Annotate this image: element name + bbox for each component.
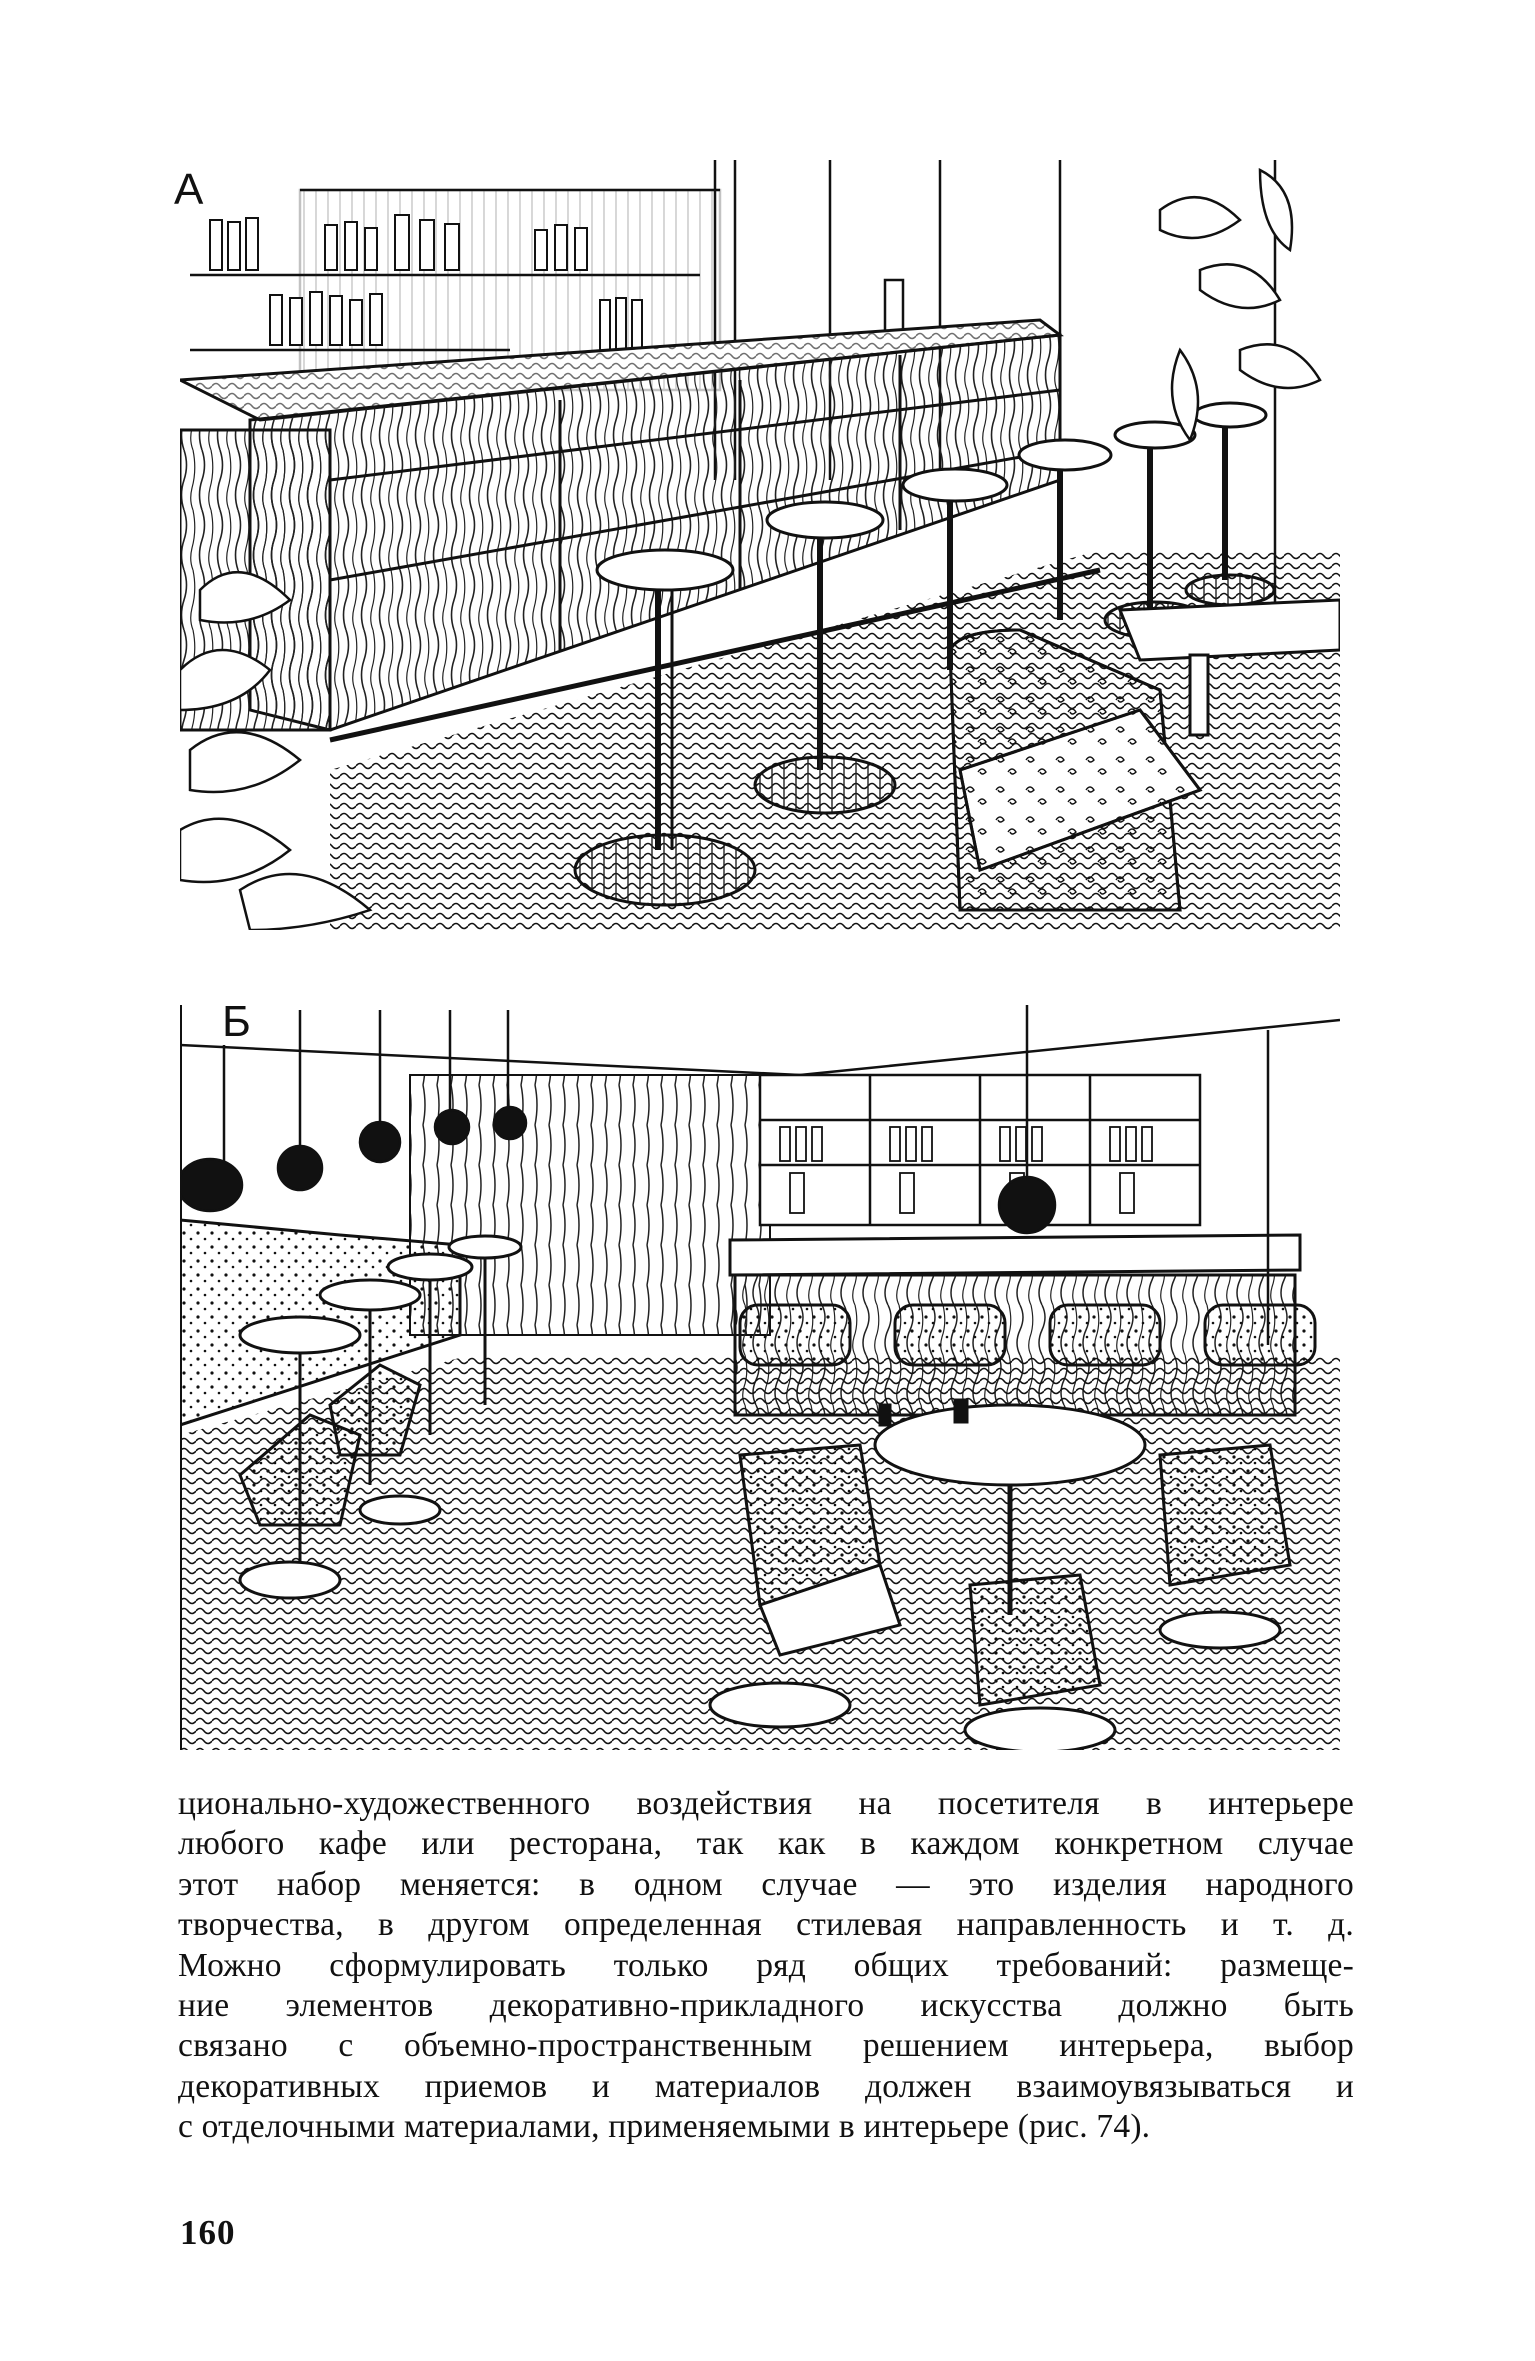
figure-a-drawing (180, 150, 1340, 930)
body-paragraph (178, 1784, 1354, 2148)
plant-right (1160, 170, 1320, 440)
text-line: ние элементов декоративно-прикладного искусства должно быть (178, 1986, 1354, 2024)
text-line: любого кафе или ресторана, так как в каждом конкретном случае (178, 1825, 1354, 1863)
text-line: ционально-художественного воздействия на посетителя в интерьере (178, 1785, 1354, 1822)
page-number: 160 (180, 2213, 236, 2252)
figure-b-label: Б (222, 997, 251, 1046)
text-line: с отделочными материалами, применяемыми в интерьере (рис. 74). (178, 2108, 1151, 2146)
text-line: декоративных приемов и материалов должен взаимоувязываться и (178, 2067, 1354, 2105)
text-line: этот набор меняется: в одном случае — это изделия народного (178, 1865, 1354, 1903)
figure-b-drawing (180, 1005, 1340, 1750)
figure-a-label: А (174, 165, 204, 214)
text-line: творчества, в другом определенная стилевая направленность и т. д. (178, 1906, 1354, 1944)
text-line: связано с объемно-пространственным решением интерьера, выбор (178, 2027, 1354, 2065)
text-line: Можно сформулировать только ряд общих требований: размеще- (178, 1946, 1354, 1984)
figure-a-bar-interior (180, 150, 1340, 930)
figure-b-cafe-interior (180, 1005, 1340, 1750)
